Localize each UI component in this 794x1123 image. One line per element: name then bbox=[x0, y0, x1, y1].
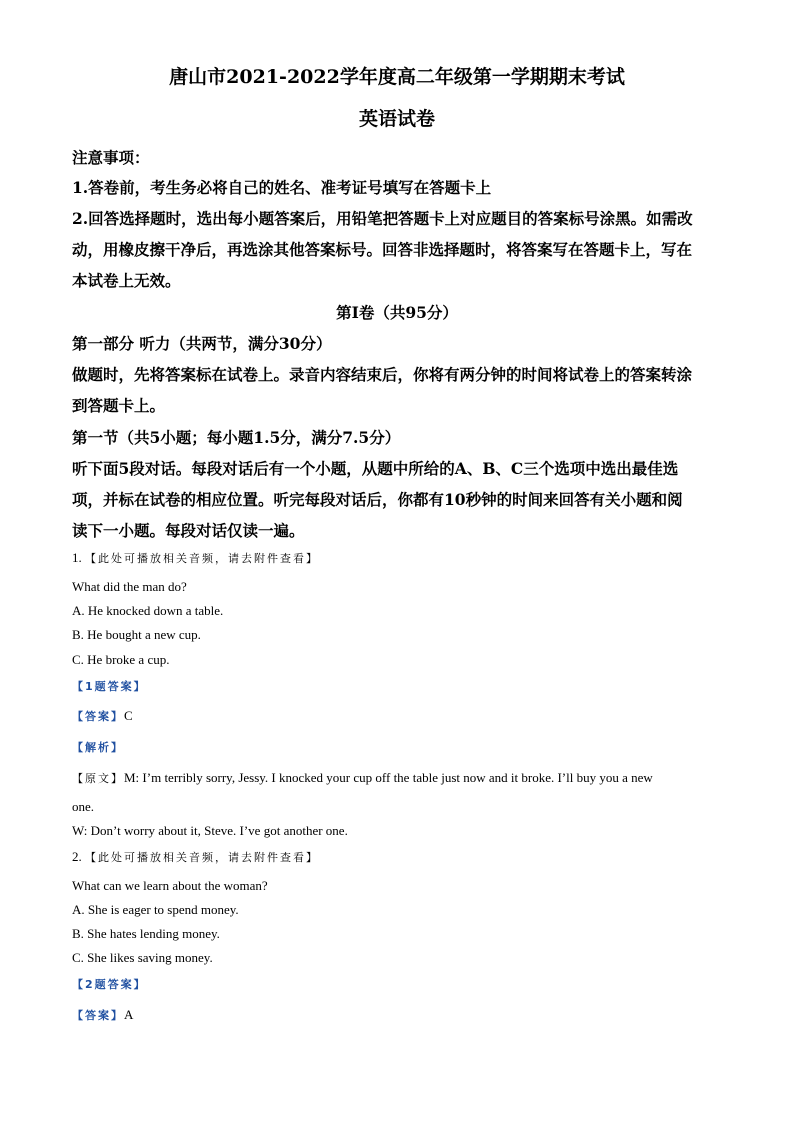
notice-line: 1.答卷前，考生务必将自己的姓名、准考证号填写在答题卡上 bbox=[72, 178, 492, 197]
answer-heading: 【1题答案】 bbox=[72, 680, 147, 693]
section1-instruction-line: 项，并标在试卷的相应位置。听完每段对话后，你都有10秒钟的时间来回答有关小题和阅 bbox=[72, 490, 683, 509]
question-audio-line bbox=[72, 550, 319, 566]
transcript-line bbox=[72, 770, 653, 786]
question-stem: What can we learn about the woman? bbox=[72, 878, 268, 893]
original-tag: 【原文】 bbox=[72, 772, 124, 785]
answer-tag: 【答案】 bbox=[72, 710, 124, 723]
answer-line bbox=[72, 708, 133, 724]
notice-line: 本试卷上无效。 bbox=[72, 271, 181, 290]
notice-heading: 注意事项： bbox=[72, 148, 150, 167]
question-stem: What did the man do? bbox=[72, 579, 187, 594]
transcript-line: one. bbox=[72, 799, 95, 814]
volume-heading: 第I卷（共95分） bbox=[336, 303, 458, 322]
answer-heading: 【2题答案】 bbox=[72, 978, 147, 991]
answer-value: C bbox=[124, 708, 133, 723]
analysis-tag: 【解析】 bbox=[72, 741, 124, 754]
option-b: B. She hates lending money. bbox=[72, 926, 220, 941]
section1-instruction-line: 听下面5段对话。每段对话后有一个小题，从题中所给的A、B、C三个选项中选出最佳选 bbox=[72, 459, 679, 478]
answer-tag: 【答案】 bbox=[72, 1009, 124, 1022]
notice-line: 2.回答选择题时，选出每小题答案后，用铅笔把答题卡上对应题目的答案标号涂黑。如需改 bbox=[72, 209, 693, 228]
audio-note[interactable]: 【此处可播放相关音频，请去附件查看】 bbox=[85, 552, 319, 565]
option-a: A. She is eager to spend money. bbox=[72, 902, 239, 917]
transcript-line: W: Don’t worry about it, Steve. I’ve got another one. bbox=[72, 823, 348, 838]
transcript-text: M: I’m terribly sorry, Jessy. I knocked your cup off the table just now and it broke. I’ll buy you a new bbox=[124, 770, 653, 785]
answer-value: A bbox=[124, 1007, 134, 1022]
question-audio-line bbox=[72, 849, 319, 865]
option-b: B. He bought a new cup. bbox=[72, 627, 201, 642]
notice-line: 动，用橡皮擦干净后，再选涂其他答案标号。回答非选择题时，将答案写在答题卡上，写在 bbox=[72, 240, 693, 259]
option-c: C. He broke a cup. bbox=[72, 652, 170, 667]
question-number: 1. bbox=[72, 550, 82, 565]
section1-heading: 第一节（共5小题；每小题1.5分，满分7.5分） bbox=[72, 428, 401, 447]
question-number: 2. bbox=[72, 849, 82, 864]
exam-subtitle: 英语试卷 bbox=[358, 108, 435, 130]
exam-title: 唐山市2021-2022学年度高二年级第一学期期末考试 bbox=[169, 66, 625, 88]
part1-instruction-line: 到答题卡上。 bbox=[72, 396, 166, 415]
part1-heading: 第一部分 听力（共两节，满分30分） bbox=[72, 334, 332, 353]
section1-instruction-line: 读下一小题。每段对话仅读一遍。 bbox=[72, 521, 305, 540]
part1-instruction-line: 做题时，先将答案标在试卷上。录音内容结束后，你将有两分钟的时间将试卷上的答案转涂 bbox=[72, 365, 693, 384]
audio-note[interactable]: 【此处可播放相关音频，请去附件查看】 bbox=[85, 851, 319, 864]
option-c: C. She likes saving money. bbox=[72, 950, 213, 965]
answer-line bbox=[72, 1007, 133, 1023]
option-a: A. He knocked down a table. bbox=[72, 603, 224, 618]
